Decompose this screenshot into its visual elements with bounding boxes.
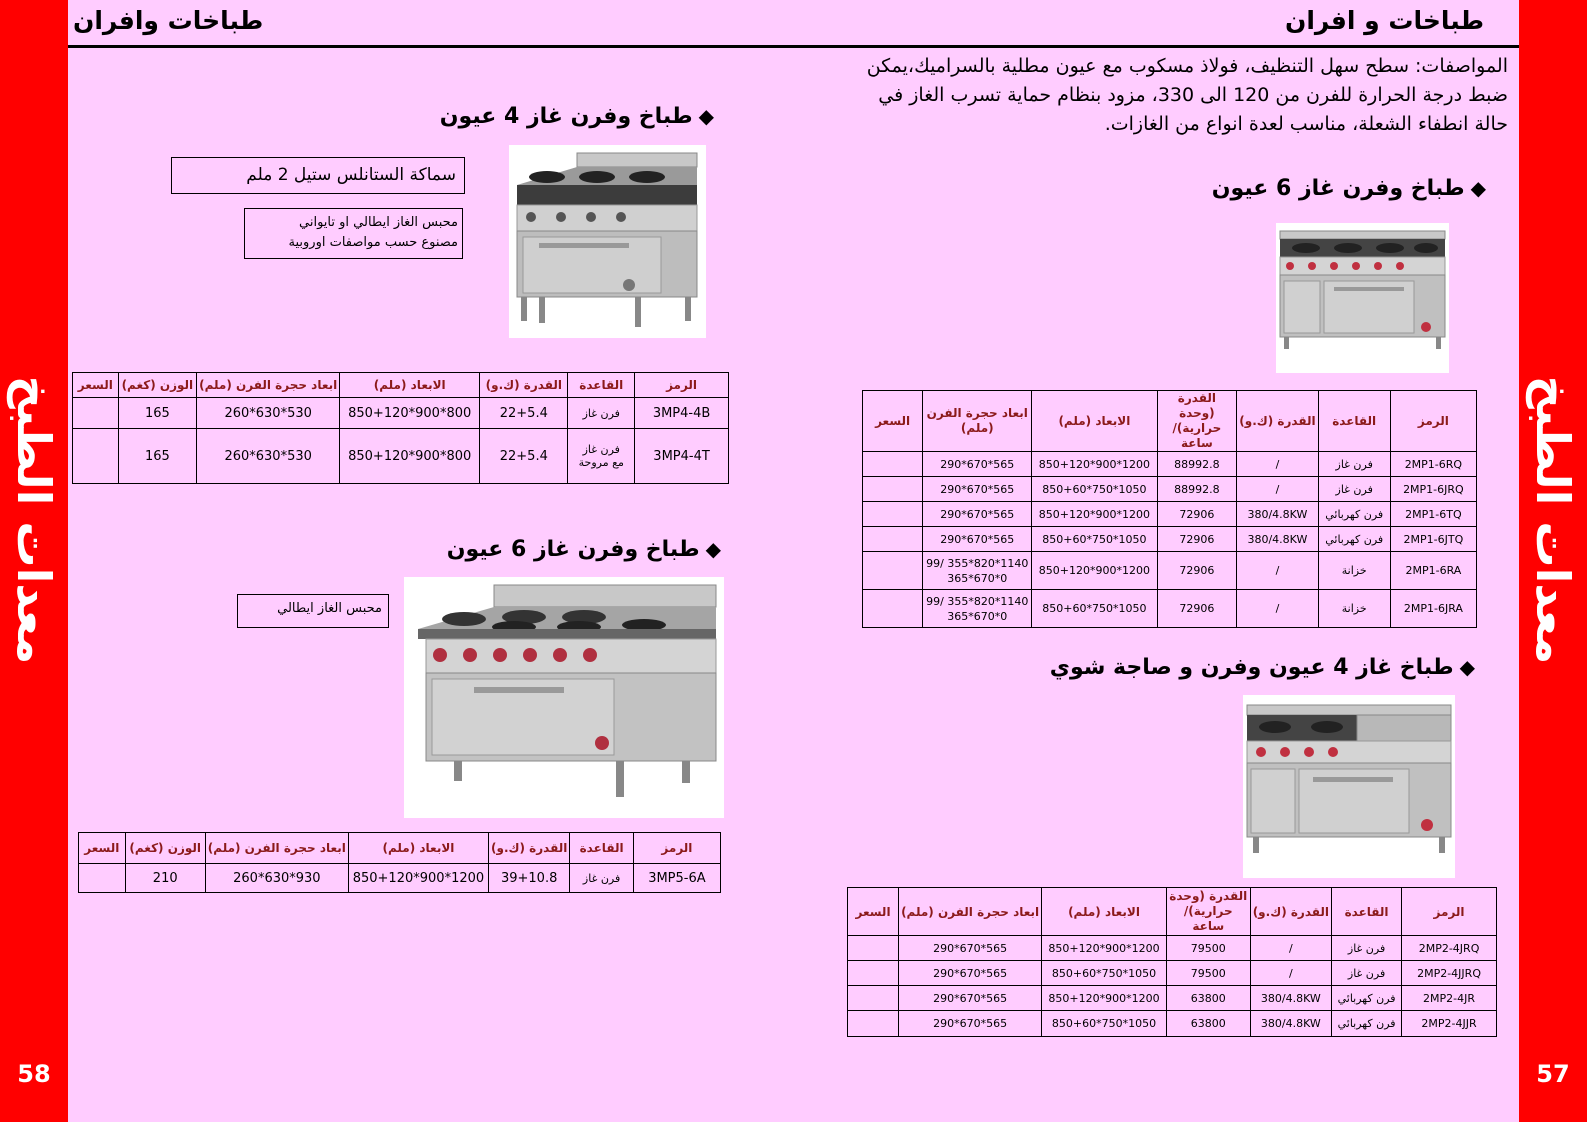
right-side-bar bbox=[1519, 0, 1587, 1122]
table-row: 3MP4-4T فرن غاز مع مروحة 22+5.4 800*900*850+120 530*630*260 165 bbox=[73, 429, 729, 484]
product2-note-valve: محبس الغاز ايطالي bbox=[237, 594, 389, 628]
diamond-bullet-icon: ◆ bbox=[698, 104, 714, 128]
table-row: 2MP2-4JRQ فرن غاز / 79500 1200*900*850+120 565*670*290 bbox=[848, 936, 1497, 961]
table-row: 2MP2-4JR فرن كهربائي 380/4.8KW 63800 1200*900*850+120 565*670*290 bbox=[848, 986, 1497, 1011]
table-header-row: الرمز القاعدة القدرة (ك.و) القدرة (وحدة حرارية)/ساعة الابعاد (ملم) ابعاد حجرة الفرن (ملم) السعر bbox=[863, 391, 1477, 452]
product3-spec-table bbox=[862, 390, 1477, 628]
right-header-rule bbox=[793, 45, 1519, 48]
page-number-left: 58 bbox=[17, 1060, 51, 1088]
product4-spec-table bbox=[847, 887, 1497, 1037]
product4-heading: ◆طباخ غاز 4 عيون وفرن و صاجة شوي bbox=[1049, 655, 1475, 680]
product1-spec-table bbox=[72, 372, 729, 484]
table-row: 2MP1-6JTQ فرن كهربائي 380/4.8KW 72906 1050*750*850+60 565*670*290 bbox=[863, 527, 1477, 552]
side-title-left: معدات الطبخ bbox=[7, 375, 61, 665]
table-row: 2MP2-4JJR فرن كهربائي 380/4.8KW 63800 1050*750*850+60 565*670*290 bbox=[848, 1011, 1497, 1037]
specs-description: المواصفات: سطح سهل التنظيف، فولاذ مسكوب مع عيون مطلية بالسراميك،يمكن ضبط درجة الحرارة للفرن من 120 الى 330، مزود بنظام حماية تسرب الغاز في حالة انطفاء الشعلة، مناسب لعدة انواع من الغازات. bbox=[866, 55, 1508, 135]
table-row: 3MP4-4B فرن غاز 22+5.4 800*900*850+120 530*630*260 165 bbox=[73, 398, 729, 429]
gas-range-6-burner-image bbox=[404, 577, 724, 818]
product2-spec-table bbox=[78, 832, 721, 893]
product1-note-valve: محبس الغاز ايطالي او تايواني مصنوع حسب مواصفات اوروبية bbox=[244, 208, 463, 259]
table-row: 2MP1-6TQ فرن كهربائي 380/4.8KW 72906 1200*900*850+120 565*670*290 bbox=[863, 502, 1477, 527]
table-header-row: الرمز القاعدة القدرة (ك.و) الابعاد (ملم) ابعاد حجرة الفرن (ملم) الوزن (كغم) السعر bbox=[79, 833, 721, 864]
table-row: 3MP5-6A فرن غاز 39+10.8 1200*900*850+120 930*630*260 210 bbox=[79, 864, 721, 893]
product2-heading: ◆طباخ وفرن غاز 6 عيون bbox=[446, 537, 721, 562]
side-title-right: معدات الطبخ bbox=[1526, 375, 1580, 665]
product3-heading: ◆طباخ وفرن غاز 6 عيون bbox=[1211, 176, 1486, 201]
gas-range-6-burner-small-image bbox=[1276, 223, 1449, 373]
left-header-rule bbox=[68, 45, 793, 48]
table-header-row: الرمز القاعدة القدرة (ك.و) القدرة (وحدة حرارية)/ساعة الابعاد (ملم) ابعاد حجرة الفرن (ملم) السعر bbox=[848, 888, 1497, 936]
gas-range-griddle-image bbox=[1243, 695, 1455, 878]
table-row: 2MP1-6RA خزانة / 72906 1200*900*850+120 1140*820*355 /99 0*670*365 bbox=[863, 552, 1477, 590]
table-header-row: الرمز القاعدة القدرة (ك.و) الابعاد (ملم) ابعاد حجرة الفرن (ملم) الوزن (كغم) السعر bbox=[73, 373, 729, 398]
page-number-right: 57 bbox=[1536, 1060, 1570, 1088]
right-header-title: طباخات و افران bbox=[1284, 6, 1484, 35]
left-header-title: طباخات وافران bbox=[73, 6, 264, 35]
product1-heading: ◆طباخ وفرن غاز 4 عيون bbox=[439, 104, 714, 129]
diamond-bullet-icon: ◆ bbox=[705, 537, 721, 561]
product2-photo bbox=[404, 577, 724, 818]
product1-photo bbox=[509, 145, 706, 338]
diamond-bullet-icon: ◆ bbox=[1470, 176, 1486, 200]
product3-photo bbox=[1276, 223, 1449, 373]
product4-photo bbox=[1243, 695, 1455, 878]
table-row: 2MP2-4JJRQ فرن غاز / 79500 1050*750*850+60 565*670*290 bbox=[848, 961, 1497, 986]
left-side-bar bbox=[0, 0, 68, 1122]
table-row: 2MP1-6JRQ فرن غاز / 88992.8 1050*750*850+60 565*670*290 bbox=[863, 477, 1477, 502]
diamond-bullet-icon: ◆ bbox=[1459, 655, 1475, 679]
gas-range-4-burner-image bbox=[509, 145, 706, 338]
table-row: 2MP1-6JRA خزانة / 72906 1050*750*850+60 1140*820*355 /99 0*670*365 bbox=[863, 590, 1477, 628]
product1-note-thickness: سماكة الستانلس ستيل 2 ملم bbox=[171, 157, 465, 194]
table-row: 2MP1-6RQ فرن غاز / 88992.8 1200*900*850+120 565*670*290 bbox=[863, 452, 1477, 477]
